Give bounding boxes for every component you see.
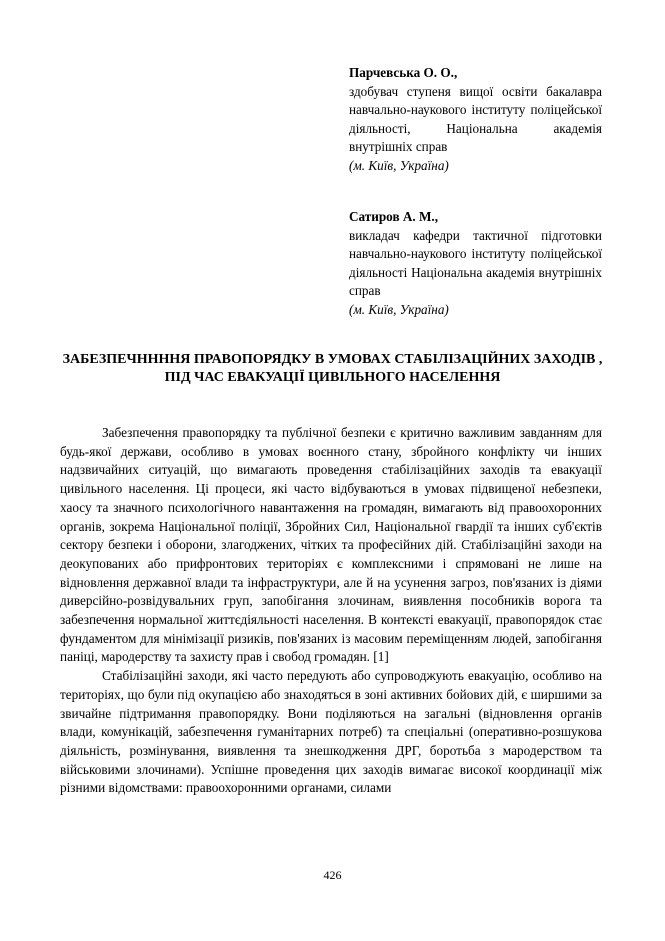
body-paragraph: Стабілізаційні заходи, які часто передують або супроводжують евакуацію, особливо на територіях, що були під окупацією або знаходяться в зоні активних бойових дій, є ширшими за звичайне підтримання правопорядку. Вони поділяються на загальні (відновлення органів влади, комунікацій, забезпечення гуманітарних потреб) та спеціальні (оперативно-розшукова діяльність, розмінування, виявлення та знешкодження ДРГ, боротьба з мародерством та військовими злочинами). Успішне проведення цих заходів вимагає високої координації між різними відомствами: правоохоронними органами, силами	[60, 668, 602, 796]
author-name: Парчевська О. О.,	[349, 65, 458, 80]
author-location: (м. Київ, Україна)	[349, 157, 449, 173]
page-number: 426	[323, 868, 342, 882]
author-block-2	[349, 208, 602, 320]
author-affiliation: здобувач ступеня вищої освіти бакалавра навчально-наукового інституту поліцейської діяльності, Національна академія внутрішніх справ	[349, 83, 602, 155]
paper-title: ЗАБЕЗПЕЧННННЯ ПРАВОПОРЯДКУ В УМОВАХ СТАБІЛІЗАЦІЙНИХ ЗАХОДІВ , ПІД ЧАС ЕВАКУАЦІЇ ЦИВІЛЬНОГО НАСЕЛЕННЯ	[62, 352, 603, 385]
author-location: (м. Київ, Україна)	[349, 301, 449, 317]
author-block-1	[349, 64, 602, 176]
author-affiliation: викладач кафедри тактичної підготовки навчально-наукового інституту поліцейської діяльності Національна академія внутрішніх справ	[349, 227, 602, 299]
body-paragraph: Забезпечення правопорядку та публічної безпеки є критично важливим завданням для будь-якої держави, особливо в умовах воєнного стану, збройного конфлікту чи інших надзвичайних ситуацій, що вимагають проведення стабілізаційних заходів та евакуації цивільного населення. Ці процеси, які часто відбуваються в умовах підвищеної небезпеки, хаосу та значного психологічного навантаження на громадян, вимагають від правоохоронних органів, зокрема Національної поліції, Збройних Сил, Національної гвардії та інших суб'єктів сектору безпеки і оборони, злагоджених, чітких та професійних дій. Стабілізаційні заходи на деокупованих або прифронтових територіях є комплексними і спрямовані не лише на відновлення державної влади та інфраструктури, але й на усунення загроз, пов'язаних із діями диверсійно-розвідувальних груп, запобігання злочинам, виявлення пособників ворога та забезпечення нормальної життєдіяльності населення. В контексті евакуації, правопорядок стає фундаментом для мінімізації ризиків, пов'язаних із масовим переміщенням людей, запобігання паніці, мародерству та захисту прав і свобод громадян. [1]	[60, 425, 602, 665]
paper-body	[60, 424, 602, 798]
author-name: Сатиров А. М.,	[349, 209, 439, 224]
